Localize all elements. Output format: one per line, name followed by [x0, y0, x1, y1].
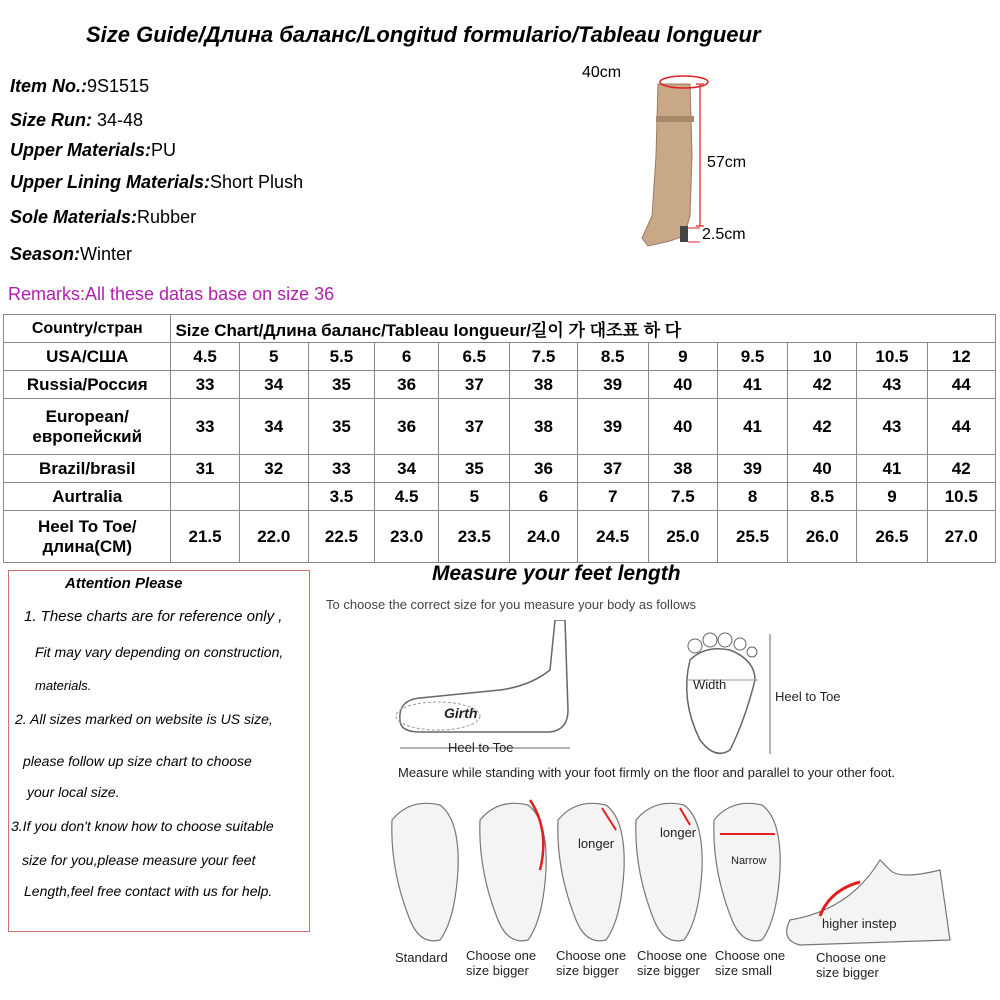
table-cell: 44	[927, 371, 995, 399]
circumference-label: 40cm	[582, 64, 622, 81]
upper-materials	[10, 140, 176, 161]
table-cell	[239, 483, 308, 511]
sole-materials-key: Sole Materials:	[10, 207, 138, 227]
row-label: Heel To Toe/длина(CM)	[4, 511, 171, 563]
measure-instruction: Measure while standing with your foot firmly on the floor and parallel to your other foot.	[398, 765, 896, 780]
table-cell: 5.5	[308, 343, 374, 371]
table-cell: 35	[308, 371, 374, 399]
table-cell: 40	[648, 399, 717, 455]
table-cell: 7.5	[510, 343, 577, 371]
table-row	[4, 343, 996, 371]
table-cell: 35	[308, 399, 374, 455]
row-label: Brazil/brasil	[4, 455, 171, 483]
table-cell: 35	[439, 455, 510, 483]
table-cell: 21.5	[171, 511, 239, 563]
girth-label: Girth	[444, 705, 478, 721]
table-row	[4, 399, 996, 455]
caption-3: Choose one size bigger	[556, 948, 627, 978]
row-label: European/европейский	[4, 399, 171, 455]
table-row	[4, 511, 996, 563]
table-cell: 24.5	[577, 511, 648, 563]
caption-6: Choose one size bigger	[816, 950, 887, 980]
instep-label: higher instep	[822, 916, 897, 931]
attention-line: materials.	[35, 678, 92, 693]
attention-line: 1. These charts are for reference only ,	[24, 608, 283, 625]
table-cell: 38	[648, 455, 717, 483]
table-cell: 8.5	[788, 483, 857, 511]
attention-line: Fit may vary depending on construction,	[35, 644, 284, 660]
measure-subtitle: To choose the correct size for you measure your body as follows	[326, 597, 696, 612]
table-cell: 33	[171, 399, 239, 455]
season-value: Winter	[80, 244, 133, 264]
table-cell: 34	[239, 399, 308, 455]
table-cell: 36	[375, 399, 439, 455]
boot-strap	[656, 116, 694, 122]
table-cell: 38	[510, 399, 577, 455]
sole-materials-value: Rubber	[137, 207, 197, 227]
table-cell: 43	[857, 371, 927, 399]
table-cell: 4.5	[171, 343, 239, 371]
upper-lining	[10, 172, 303, 193]
table-header-row	[4, 315, 996, 343]
attention-line: please follow up size chart to choose	[23, 753, 252, 769]
table-cell: 33	[171, 371, 239, 399]
row-label: Russia/Россия	[4, 371, 171, 399]
table-cell: 42	[788, 399, 857, 455]
table-cell: 36	[510, 455, 577, 483]
upper-lining-key: Upper Lining Materials:	[10, 172, 211, 192]
table-cell: 6	[510, 483, 577, 511]
table-cell: 26.0	[788, 511, 857, 563]
page-title: Size Guide/Длина баланс/Longitud formulario/Tableau longueur	[86, 22, 761, 47]
width-label: Width	[693, 677, 727, 692]
table-cell: 24.0	[510, 511, 577, 563]
top-foot	[687, 649, 755, 754]
table-cell: 39	[577, 399, 648, 455]
sole-materials	[10, 207, 196, 228]
foot-6	[787, 860, 950, 945]
table-cell: 7.5	[648, 483, 717, 511]
table-cell	[171, 483, 239, 511]
table-cell: 9	[857, 483, 927, 511]
size-run	[10, 110, 143, 131]
table-cell: 32	[239, 455, 308, 483]
table-cell: 27.0	[927, 511, 995, 563]
table-cell: 7	[577, 483, 648, 511]
table-row	[4, 483, 996, 511]
table-cell: 31	[171, 455, 239, 483]
table-row	[4, 371, 996, 399]
row-label: USA/США	[4, 343, 171, 371]
season-key: Season:	[10, 244, 81, 264]
table-cell: 8.5	[577, 343, 648, 371]
side-foot	[400, 620, 568, 732]
table-cell: 42	[788, 371, 857, 399]
table-cell: 10	[788, 343, 857, 371]
table-cell: 10.5	[927, 483, 995, 511]
table-cell: 37	[439, 371, 510, 399]
item-no-value: 9S1515	[87, 76, 150, 96]
caption-standard: Standard	[395, 950, 448, 965]
boot-shape	[642, 84, 692, 246]
header-chart: Size Chart/Длина баланс/Tableau longueur/길이 가 대조표 하 다	[171, 315, 996, 343]
longer-label-2: longer	[660, 825, 697, 840]
caption-2: Choose one size bigger	[466, 948, 537, 978]
narrow-label: Narrow	[731, 855, 767, 867]
table-cell: 44	[927, 399, 995, 455]
attention-line: Length,feel free contact with us for help.	[24, 883, 273, 899]
height-label: 57cm	[707, 154, 747, 171]
table-cell: 5	[439, 483, 510, 511]
table-cell: 10.5	[857, 343, 927, 371]
table-cell: 25.0	[648, 511, 717, 563]
foot-diagrams	[380, 620, 990, 1000]
table-cell: 22.0	[239, 511, 308, 563]
remarks: Remarks:All these datas base on size 36	[8, 284, 335, 304]
row-label: Aurtralia	[4, 483, 171, 511]
table-cell: 38	[510, 371, 577, 399]
attention-title: Attention Please	[65, 575, 183, 592]
foot-3	[558, 803, 624, 941]
boot-illustration	[560, 66, 820, 256]
table-cell: 33	[308, 455, 374, 483]
table-cell: 6	[375, 343, 439, 371]
table-cell: 9	[648, 343, 717, 371]
upper-lining-value: Short Plush	[210, 172, 304, 192]
heel-toe-label-2: Heel to Toe	[775, 689, 841, 704]
table-cell: 25.5	[717, 511, 787, 563]
table-cell: 9.5	[717, 343, 787, 371]
table-cell: 41	[857, 455, 927, 483]
attention-line: your local size.	[27, 784, 120, 800]
heel-toe-label: Heel to Toe	[448, 740, 514, 755]
caption-4: Choose one size bigger	[637, 948, 708, 978]
season	[10, 244, 132, 265]
caption-5: Choose one size small	[715, 948, 786, 978]
boot-heel	[680, 226, 688, 242]
table-cell: 40	[788, 455, 857, 483]
table-cell: 23.5	[439, 511, 510, 563]
upper-materials-key: Upper Materials:	[10, 140, 152, 160]
table-cell: 26.5	[857, 511, 927, 563]
table-cell: 34	[375, 455, 439, 483]
table-cell: 22.5	[308, 511, 374, 563]
table-cell: 5	[239, 343, 308, 371]
item-no-key: Item No.:	[10, 76, 88, 96]
size-table	[3, 314, 996, 563]
table-cell: 39	[717, 455, 787, 483]
table-cell: 12	[927, 343, 995, 371]
foot-4	[636, 803, 702, 941]
table-cell: 43	[857, 399, 927, 455]
table-cell: 36	[375, 371, 439, 399]
table-cell: 41	[717, 399, 787, 455]
size-run-value: 34-48	[92, 110, 144, 130]
table-cell: 6.5	[439, 343, 510, 371]
table-cell: 8	[717, 483, 787, 511]
longer-label-1: longer	[578, 836, 615, 851]
foot-standard	[392, 803, 458, 941]
table-cell: 41	[717, 371, 787, 399]
upper-materials-value: PU	[151, 140, 177, 160]
foot-5	[714, 803, 780, 941]
table-cell: 37	[439, 399, 510, 455]
table-cell: 23.0	[375, 511, 439, 563]
heel-label: 2.5cm	[702, 226, 746, 243]
table-cell: 37	[577, 455, 648, 483]
table-cell: 40	[648, 371, 717, 399]
size-run-key: Size Run:	[10, 110, 93, 130]
attention-line: 3.If you don't know how to choose suitable	[11, 818, 274, 834]
table-cell: 3.5	[308, 483, 374, 511]
table-cell: 42	[927, 455, 995, 483]
table-cell: 39	[577, 371, 648, 399]
table-row	[4, 455, 996, 483]
attention-line: size for you,please measure your feet	[22, 852, 256, 868]
table-cell: 34	[239, 371, 308, 399]
attention-line: 2. All sizes marked on website is US size,	[15, 711, 273, 727]
foot-2	[480, 803, 546, 941]
item-no	[10, 76, 149, 97]
header-country: Country/стран	[4, 315, 171, 343]
table-cell: 4.5	[375, 483, 439, 511]
attention-box	[8, 570, 310, 932]
measure-title: Measure your feet length	[432, 562, 681, 585]
